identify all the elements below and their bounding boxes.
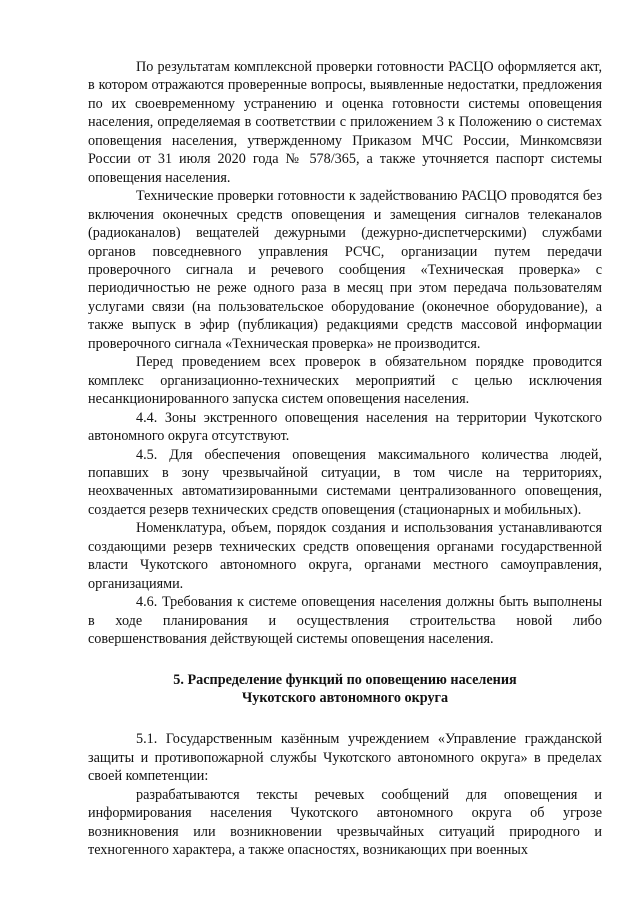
paragraph-4-6: 4.6. Требования к системе оповещения населения должны быть выполнены в ходе планирования и осуществления строительства новой либо совершенствования действующей системы оповещения населения. — [88, 594, 602, 648]
paragraph-4-5: 4.5. Для обеспечения оповещения максимального количества людей, попавших в зону чрезвычайной ситуации, в том числе на территориях, неохваченных автоматизированными системами централизованного оповещения, создается резерв технических средств оповещения (стационарных и мобильных). — [88, 446, 602, 518]
paragraph-technical-checks: Технические проверки готовности к задействованию РАСЦО проводятся без включения оконечных средств оповещения и замещения сигналов телеканалов (радиоканалов) вещателей дежурными (дежурно-диспетчерскими) службами органов повседневного управления РСЧС, организации путем передачи проверочного сигнала и речевого сообщения «Техническая проверка» с периодичностью не реже одного раза в месяц при этом передача пользователям услугами связи (на пользовательское оборудование (оконечное оборудование), а также выпуск в эфир (публикация) редакциями средств массовой информации проверочного сигнала «Техническая проверка» не производится. — [88, 188, 602, 352]
paragraph-inspection-act: По результатам комплексной проверки готовности РАСЦО оформляется акт, в котором отражаются проверенные вопросы, выявленные недостатки, предложения по их своевременному устранению и оценка готовности системы оповещения населения, определяемая в соответствии с приложением 3 к Положению о системах оповещения населения, утвержденному Приказом МЧС России, Минкомсвязи России от 31 июля 2020 года № 578/365, а также уточняется паспорт системы оповещения населения. — [88, 59, 602, 186]
section-heading-line-2: Чукотского автономного округа — [241, 689, 449, 706]
paragraph-preparatory-measures: Перед проведением всех проверок в обязательном порядке проводится комплекс организационно-технических мероприятий с целью исключения несанкционированного запуска систем оповещения населения. — [88, 354, 602, 408]
paragraph-nomenclature: Номенклатура, объем, порядок создания и использования устанавливаются создающими резерв технических средств оповещения органами государственной власти Чукотского автономного округа, органами местного самоуправления, организациями. — [88, 520, 602, 592]
section-heading-line-1: 5. Распределение функций по оповещению населения — [173, 671, 517, 688]
paragraph-speech-messages: разрабатываются тексты речевых сообщений для оповещения и информирования населения Чукотского автономного округа об угрозе возникновения или возникновении чрезвычайных ситуаций природного и техногенного характера, а также опасностях, возникающих при военных — [88, 786, 602, 859]
paragraph-4-4: 4.4. Зоны экстренного оповещения населения на территории Чукотского автономного округа отсутствуют. — [88, 409, 602, 445]
section-heading — [88, 671, 602, 708]
paragraph-5-1: 5.1. Государственным казённым учреждением «Управление гражданской защиты и противопожарной службы Чукотского автономного округа» в пределах своей компетенции: — [88, 731, 602, 785]
document-page — [88, 58, 602, 860]
